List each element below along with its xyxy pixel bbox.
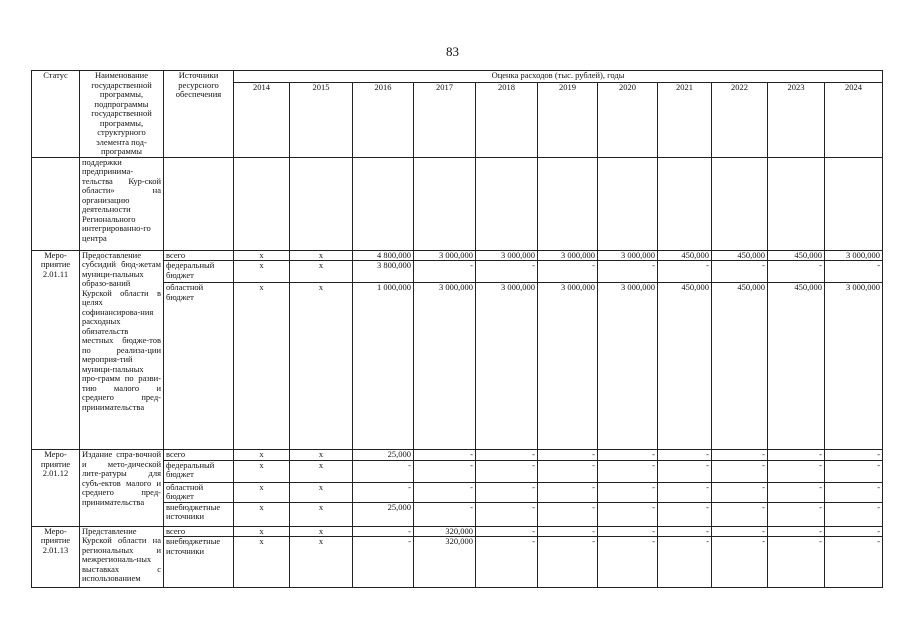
value-cell: - (768, 526, 825, 537)
value-cell: x (290, 482, 353, 502)
value-cell: - (414, 502, 476, 526)
value-cell: - (598, 482, 658, 502)
year-header: 2019 (538, 83, 598, 157)
value-cell: - (538, 537, 598, 588)
value-cell: - (658, 450, 712, 461)
value-cell: 3 000,000 (598, 283, 658, 450)
funding-source: областной бюджет (164, 482, 234, 502)
value-cell: - (825, 450, 883, 461)
value-cell: - (658, 460, 712, 482)
empty-cell (712, 157, 768, 250)
value-cell: 3 800,000 (353, 261, 414, 283)
funding-source: всего (164, 250, 234, 261)
header-status: Статус (32, 71, 80, 158)
empty-cell (353, 157, 414, 250)
value-cell: - (658, 537, 712, 588)
year-header: 2022 (712, 83, 768, 157)
value-cell: 1 000,000 (353, 283, 414, 450)
measure-name: Издание спра-вочной и мето-дической лите-ратуры для субъ-ектов малого и среднего пред-принимательства (80, 450, 164, 527)
value-cell: - (538, 482, 598, 502)
value-cell: - (353, 537, 414, 588)
value-cell: - (598, 460, 658, 482)
value-cell: - (712, 460, 768, 482)
measure-name: Представление Курской области на региональных и межрегиональ-ных выставках с использованием (80, 526, 164, 588)
page-number: 83 (446, 44, 459, 59)
value-cell: - (476, 537, 538, 588)
value-cell: 3 000,000 (825, 250, 883, 261)
value-cell: - (414, 460, 476, 482)
value-cell: - (598, 261, 658, 283)
value-cell: - (353, 460, 414, 482)
measure-name: Предоставление субсидий бюд-жетам муници-пальных образо-ваний Курской области в целях софинансирова-ния расходных обязательств местных бюдже-тов по реализа-ции мероприя-тий муници-пальных про-грамм по разви-тию малого и среднего пред-принимательства (80, 250, 164, 450)
empty-cell (538, 157, 598, 250)
continued-name-cell: поддержки предпринима-тельства Кур-ской области» на организацию деятельности Регионального интегрированно-го центра (80, 157, 164, 250)
value-cell: - (768, 482, 825, 502)
value-cell: 3 000,000 (598, 250, 658, 261)
value-cell: - (825, 460, 883, 482)
value-cell: - (825, 261, 883, 283)
value-cell: x (290, 250, 353, 261)
value-cell: x (290, 537, 353, 588)
value-cell: x (290, 502, 353, 526)
value-cell: - (598, 450, 658, 461)
value-cell: x (234, 283, 290, 450)
measure-status: Меро-приятие 2.01.13 (32, 526, 80, 588)
continued-row (32, 157, 883, 250)
value-cell: x (290, 283, 353, 450)
year-header: 2015 (290, 83, 353, 157)
value-cell: 3 000,000 (538, 283, 598, 450)
value-cell: - (598, 502, 658, 526)
value-cell: - (538, 261, 598, 283)
funding-source: федеральный бюджет (164, 261, 234, 283)
value-cell: x (290, 460, 353, 482)
value-cell: - (353, 526, 414, 537)
value-cell: 450,000 (658, 283, 712, 450)
value-cell: - (476, 482, 538, 502)
empty-cell (768, 157, 825, 250)
value-cell: x (234, 502, 290, 526)
year-header: 2014 (234, 83, 290, 157)
value-cell: 450,000 (768, 250, 825, 261)
empty-cell (658, 157, 712, 250)
value-cell: - (825, 502, 883, 526)
value-cell: - (712, 482, 768, 502)
funding-source: областной бюджет (164, 283, 234, 450)
year-header: 2018 (476, 83, 538, 157)
continued-status-cell (32, 157, 80, 250)
value-cell: - (768, 450, 825, 461)
value-cell: - (768, 537, 825, 588)
measure-row (32, 250, 883, 261)
value-cell: - (825, 537, 883, 588)
value-cell: - (353, 482, 414, 502)
header-name: Наименование государственной программы, подпрограммы государственной программы, структурного элемента под-программы (80, 71, 164, 158)
value-cell: - (538, 502, 598, 526)
value-cell: x (234, 526, 290, 537)
value-cell: 320,000 (414, 537, 476, 588)
value-cell: - (476, 460, 538, 482)
empty-cell (164, 157, 234, 250)
value-cell: - (414, 450, 476, 461)
value-cell: - (658, 502, 712, 526)
value-cell: x (234, 250, 290, 261)
value-cell: 450,000 (768, 283, 825, 450)
value-cell: 3 000,000 (414, 283, 476, 450)
empty-cell (290, 157, 353, 250)
value-cell: 3 000,000 (825, 283, 883, 450)
value-cell: x (234, 482, 290, 502)
measure-row (32, 450, 883, 461)
value-cell: 320,000 (414, 526, 476, 537)
value-cell: - (712, 502, 768, 526)
value-cell: x (234, 460, 290, 482)
value-cell: - (712, 537, 768, 588)
header-source: Источники ресурсного обеспечения (164, 71, 234, 158)
value-cell: 450,000 (712, 283, 768, 450)
empty-cell (476, 157, 538, 250)
value-cell: - (476, 502, 538, 526)
value-cell: 3 000,000 (476, 283, 538, 450)
value-cell: - (712, 261, 768, 283)
value-cell: 450,000 (712, 250, 768, 261)
value-cell: - (768, 460, 825, 482)
empty-cell (234, 157, 290, 250)
empty-cell (825, 157, 883, 250)
value-cell: - (712, 450, 768, 461)
value-cell: - (538, 460, 598, 482)
value-cell: - (658, 482, 712, 502)
year-header: 2024 (825, 83, 883, 157)
funding-source: внебюджетные источники (164, 537, 234, 588)
value-cell: - (414, 482, 476, 502)
value-cell: - (598, 526, 658, 537)
funding-source: всего (164, 526, 234, 537)
value-cell: x (290, 526, 353, 537)
funding-source: внебюджетные источники (164, 502, 234, 526)
year-header: 2016 (353, 83, 414, 157)
value-cell: - (414, 261, 476, 283)
value-cell: - (825, 482, 883, 502)
value-cell: - (712, 526, 768, 537)
value-cell: - (658, 261, 712, 283)
measure-status: Меро-приятие 2.01.12 (32, 450, 80, 527)
value-cell: x (290, 450, 353, 461)
value-cell: x (234, 537, 290, 588)
year-header: 2023 (768, 83, 825, 157)
value-cell: - (476, 450, 538, 461)
value-cell: 25,000 (353, 502, 414, 526)
value-cell: - (768, 261, 825, 283)
value-cell: - (476, 261, 538, 283)
value-cell: - (598, 537, 658, 588)
value-cell: 25,000 (353, 450, 414, 461)
empty-cell (414, 157, 476, 250)
year-header: 2021 (658, 83, 712, 157)
budget-table (31, 70, 883, 588)
empty-cell (598, 157, 658, 250)
year-header: 2020 (598, 83, 658, 157)
value-cell: - (476, 526, 538, 537)
value-cell: 3 000,000 (414, 250, 476, 261)
value-cell: 3 000,000 (538, 250, 598, 261)
value-cell: - (825, 526, 883, 537)
value-cell: - (768, 502, 825, 526)
measure-row (32, 526, 883, 537)
measure-status: Меро-приятие 2.01.11 (32, 250, 80, 450)
value-cell: - (658, 526, 712, 537)
value-cell: 3 000,000 (476, 250, 538, 261)
funding-source: федеральный бюджет (164, 460, 234, 482)
header-estimate: Оценка расходов (тыс. рублей), годы (234, 71, 883, 83)
value-cell: x (234, 450, 290, 461)
value-cell: 4 800,000 (353, 250, 414, 261)
value-cell: 450,000 (658, 250, 712, 261)
value-cell: x (234, 261, 290, 283)
value-cell: - (538, 450, 598, 461)
funding-source: всего (164, 450, 234, 461)
year-header: 2017 (414, 83, 476, 157)
value-cell: x (290, 261, 353, 283)
value-cell: - (538, 526, 598, 537)
